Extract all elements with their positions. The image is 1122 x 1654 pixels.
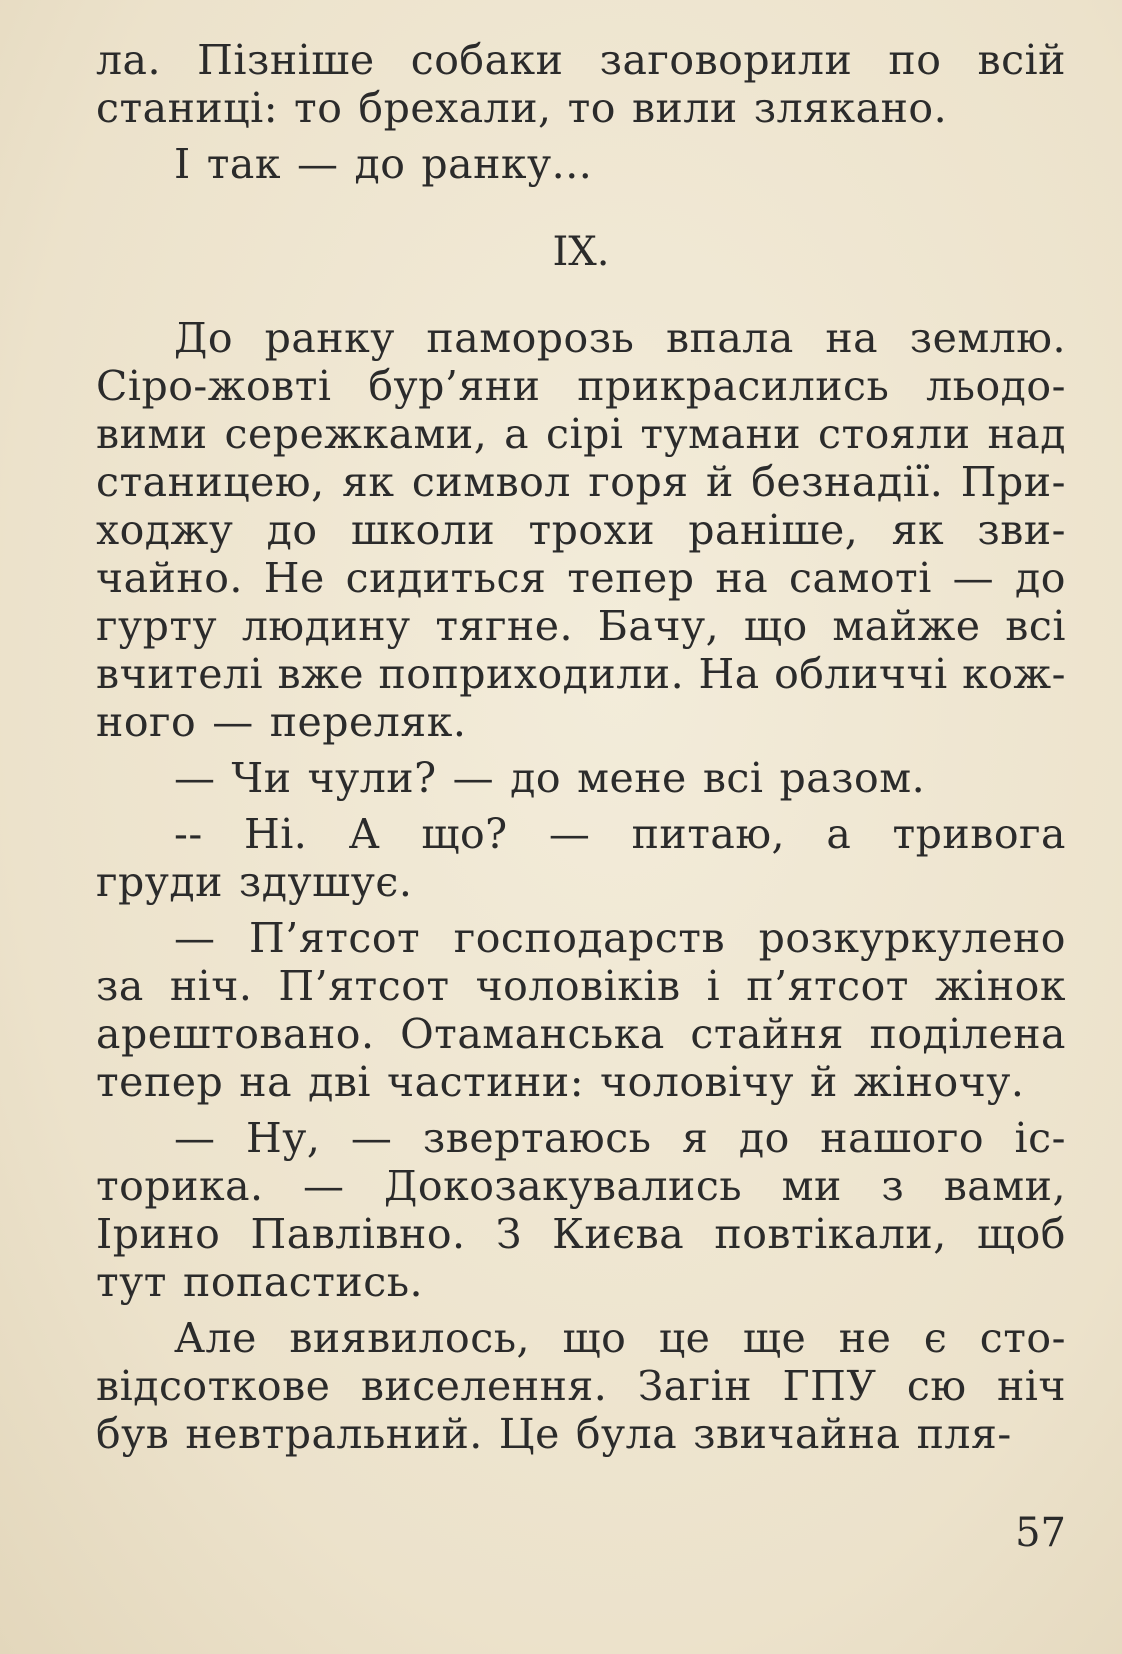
text-line: І так — до ранку... (174, 140, 593, 188)
chapter-heading: IX. (552, 229, 610, 275)
text-line: Але виявилось, що це ще не є сто- (174, 1314, 1066, 1362)
text-line: станицею, як символ горя й безнадії. При- (96, 458, 1066, 506)
paragraph (96, 810, 1066, 906)
text-line: — Чи чули? — до мене всі разом. (174, 754, 926, 802)
text-line: станиці: то брехали, то вили злякано. (96, 84, 948, 132)
text-line: відсоткове виселення. Загін ГПУ сю ніч (96, 1362, 1066, 1410)
text-line: — Ну, — звертаюсь я до нашого іс- (174, 1114, 1066, 1162)
text-line: тепер на дві частини: чоловічу й жіночу. (96, 1058, 1025, 1106)
text-line: ходжу до школи трохи раніше, як зви- (96, 506, 1066, 554)
book-page-text (96, 36, 1066, 1458)
text-line: До ранку паморозь впала на землю. (174, 314, 1066, 362)
text-line: -- Ні. А що? — питаю, а тривога (174, 810, 1066, 858)
paragraph (96, 314, 1066, 746)
text-line: гурту людину тягне. Бачу, що майже всі (96, 602, 1066, 650)
text-line: торика. — Докозакувались ми з вами, (96, 1162, 1066, 1210)
text-line: ного — переляк. (96, 698, 467, 746)
text-line: був невтральний. Це була звичайна пля- (96, 1410, 1012, 1458)
text-line: вими сережками, а сірі тумани стояли над (96, 410, 1066, 458)
text-line: чайно. Не сидиться тепер на самоті — до (96, 554, 1066, 602)
paragraph (96, 140, 1066, 188)
text-line: арештовано. Отаманська стайня поділена (96, 1010, 1066, 1058)
paragraph (96, 36, 1066, 132)
paragraph (96, 1114, 1066, 1306)
page-number: 57 (1015, 1510, 1066, 1556)
text-line: ла. Пізніше собаки заговорили по всій (96, 36, 1066, 84)
text-line: тут попастись. (96, 1258, 424, 1306)
text-line: за ніч. П’ятсот чоловіків і п’ятсот жінок (96, 962, 1066, 1010)
text-line: Ірино Павлівно. З Києва повтікали, щоб (96, 1210, 1066, 1258)
paragraph (96, 914, 1066, 1106)
text-line: — П’ятсот господарств розкуркулено (174, 914, 1066, 962)
paragraph (96, 754, 1066, 802)
paragraph (96, 1314, 1066, 1458)
text-line: вчителі вже поприходили. На обличчі кож- (96, 650, 1066, 698)
text-line: груди здушує. (96, 858, 413, 906)
text-line: Сіро-жовті бур’яни прикрасились льодо- (96, 362, 1066, 410)
